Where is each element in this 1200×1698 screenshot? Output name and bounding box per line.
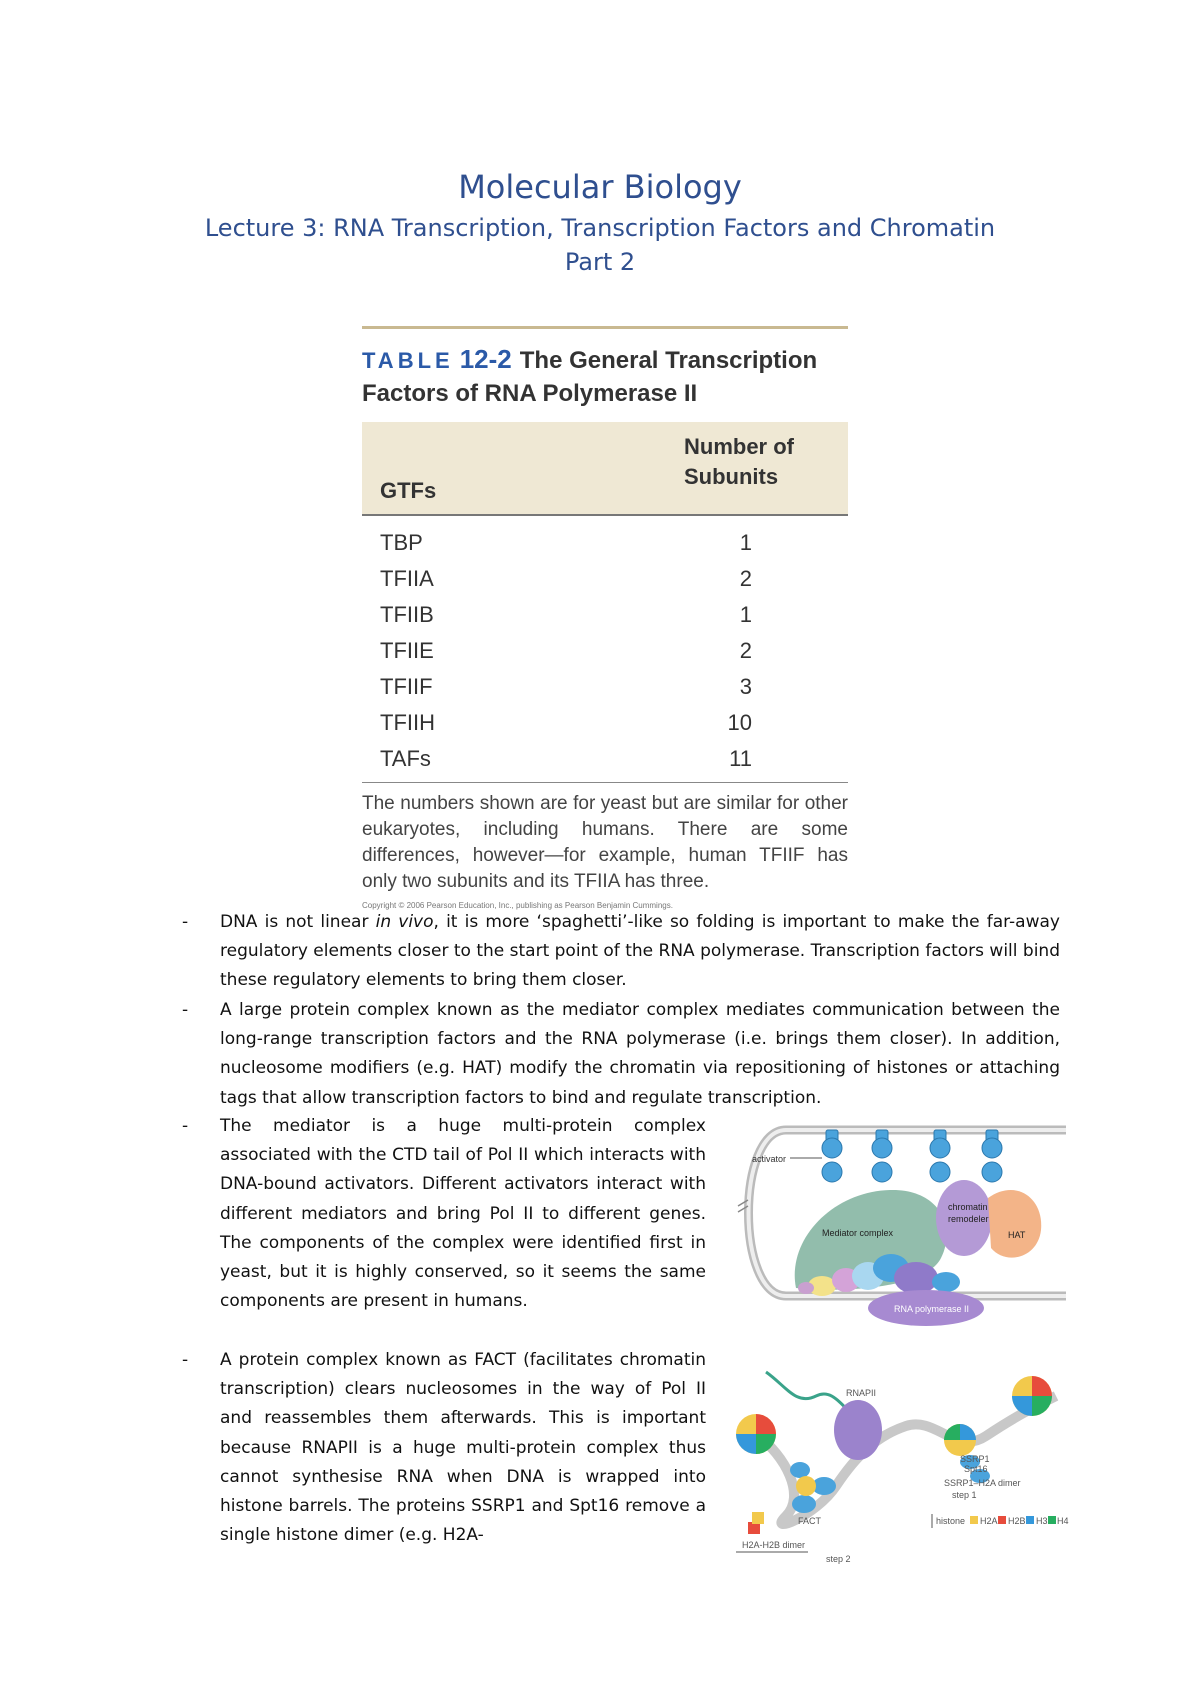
legend-histone: histone [936,1516,966,1526]
gtf-name: TFIIE [380,638,434,663]
subunit-count: 2 [739,638,752,663]
mediator-complex-diagram [726,1118,1066,1330]
bullet-mediator-complex [182,996,1060,1113]
gtf-name: TAFs [380,746,431,771]
table-number: 12-2 [459,344,512,374]
table-copyright: Copyright © 2006 Pearson Education, Inc., publishing as Pearson Benjamin Cummings. [362,901,673,910]
bullet-emphasis: in vivo [375,912,434,932]
subunit-count: 2 [739,566,752,591]
table-title-line1: The General Transcription [519,347,818,374]
legend-h4: H4 [1057,1516,1069,1526]
legend-h2a: H2A [980,1516,998,1526]
rnapii-shape [834,1400,882,1460]
fact-label: FACT [798,1516,822,1526]
bullet-text: The mediator is a huge multi-protein complex associated with the CTD tail of Pol II which interacts with DNA-bound activators. Different activators interact with different mediators and bring Pol II to different genes. The components of the complex were identified first in yeast, but it is highly conserved, so it seems the same components are present in humans. [220,1116,706,1312]
gtf-name: TBP [380,530,423,555]
table-caption: The numbers shown are for yeast but are similar for other eukaryotes, including humans. There are some differences, however—for example, human TFIIF has only two subunits and its TFIIA has three. [362,793,848,892]
bullet-text-post: , it is more ‘spaghetti’-like so folding is important to make the far-away regulatory elements closer to the start point of the RNA polymerase. Transcription factors will bind these regulatory elements to bring them closer. [220,912,1060,991]
table-top-rule [362,326,848,329]
bullet-text-pre: DNA is not linear [220,912,376,932]
ssrp1-label: SSRP1 [960,1454,990,1464]
nucleosome-left [736,1414,776,1454]
table-header-row [362,422,848,516]
subunit-count: 10 [727,710,752,735]
bullet-dna-folding [182,908,1060,996]
table-row [362,562,848,598]
step1-label: step 1 [952,1490,977,1500]
h2a-h2b-dimer [748,1512,764,1534]
h2a-dimer-label: H2A-H2B dimer [742,1540,806,1550]
bullet-dash: - [182,1116,189,1136]
lecture-subtitle: Lecture 3: RNA Transcription, Transcription Factors and Chromatin [204,214,996,242]
column-header-gtfs: GTFs [380,478,437,503]
fact-complex-diagram [726,1366,1069,1578]
rnapol-label: RNA polymerase II [894,1304,970,1314]
rnapii-label: RNAPII [846,1388,877,1398]
bullet-dash: - [182,1350,189,1370]
legend-h3: H3 [1036,1516,1048,1526]
hat-label: HAT [1008,1230,1026,1240]
bullet-text: A large protein complex known as the mediator complex mediates communication between the long-range transcription factors and the RNA polymerase (i.e. brings them closer). In addition, nucleosome modifiers (e.g. HAT) modify the chromatin via repositioning of histones or attaching tags that allow transcription factors to bind and regulate transcription. [220,1000,1060,1108]
lecture-part: Part 2 [564,248,636,276]
histone-legend [932,1514,1069,1528]
table-row [362,706,848,742]
column-header-subunits [684,432,794,492]
table-body [362,526,848,778]
column-header-subunits-line2: Subunits [684,464,779,489]
gtf-name: TFIIH [380,710,435,735]
subunit-count: 3 [739,674,752,699]
subunit-count: 1 [739,530,752,555]
gtf-name: TFIIA [380,566,434,591]
table-label: TABLE [362,348,454,373]
subunit-count: 11 [729,746,752,771]
gtf-name: TFIIB [380,602,434,627]
page-title: Molecular Biology [458,168,742,206]
step2-label: step 2 [826,1554,851,1564]
gtf-name: TFIIF [380,674,433,699]
column-header-subunits-line1: Number of [684,434,794,459]
nucleosome-right [1012,1376,1052,1416]
hat-shape [988,1190,1041,1258]
chromatin-label-line1: chromatin [948,1202,988,1212]
table-row [362,634,848,670]
bullet-text: A protein complex known as FACT (facilitates chromatin transcription) clears nucleosomes in the way of Pol II and reassembles them afterwards. This is important because RNAPII is a huge multi-protein complex thus cannot synthesise RNA when DNA is wrapped into histone barrels. The proteins SSRP1 and Spt16 remove a single histone dimer (e.g. H2A- [220,1350,706,1546]
legend-h2b: H2B [1008,1516,1026,1526]
spt16-label: Spt16 [964,1464,988,1474]
bullet-dash: - [182,912,189,932]
subunit-count: 1 [739,602,752,627]
table-heading [362,343,848,410]
activator-label: activator [752,1154,787,1164]
nucleosome-middle [944,1424,976,1456]
table-title-line2: Factors of RNA Polymerase II [362,380,698,407]
table-row [362,670,848,706]
table-row [362,526,848,562]
gtf-table-figure [362,326,848,910]
table-row [362,742,848,778]
ssrp-dimer-label: SSRP1–H2A dimer [944,1478,1021,1488]
mediator-label: Mediator complex [822,1228,894,1238]
bullet-fact-complex [182,1346,706,1550]
activator-proteins [822,1130,1002,1182]
bullet-dash: - [182,1000,189,1020]
bullet-mediator-details [182,1112,706,1316]
chromatin-label-line2: remodeler [948,1214,989,1224]
table-bottom-rule [362,782,848,783]
table-row [362,598,848,634]
